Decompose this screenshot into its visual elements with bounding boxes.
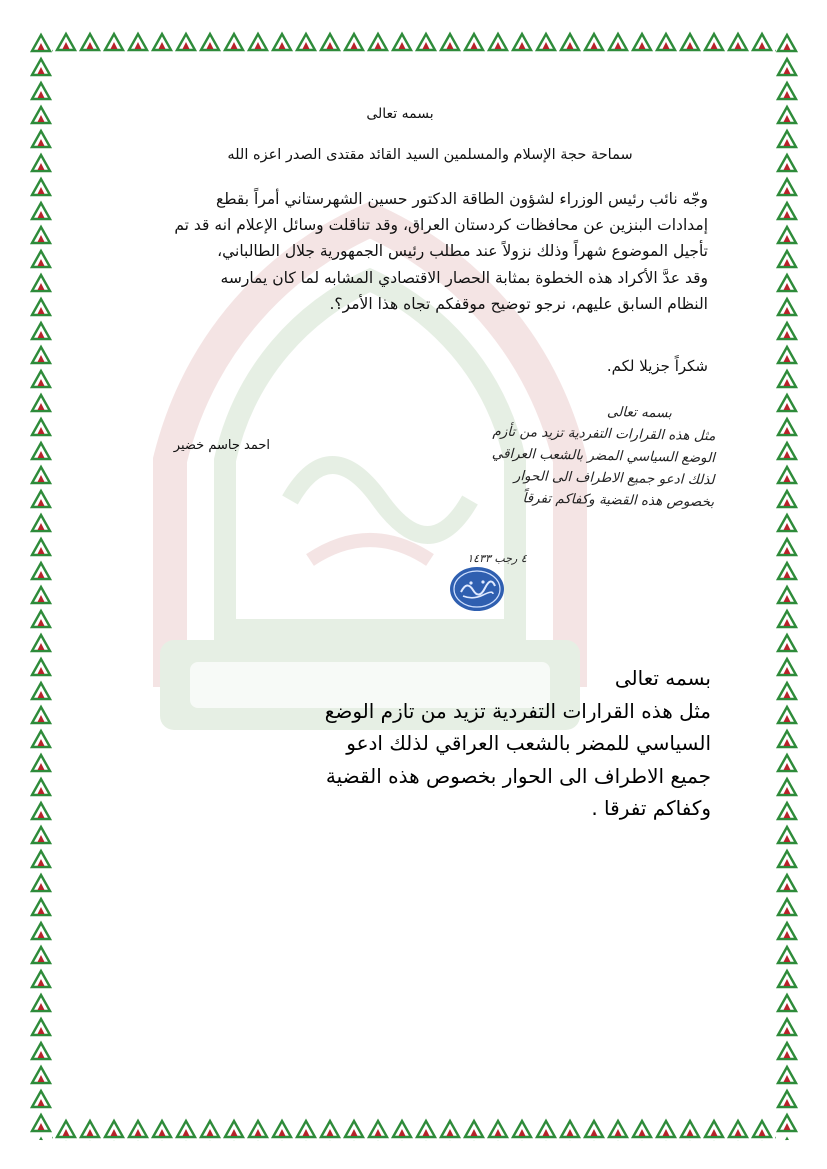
handwritten-line: مثل هذه القرارات التفردية تزيد من تأزم: [492, 423, 716, 445]
letter-body-line: إمدادات البنزين عن محافظات كردستان العراق، وقد تناقلت وسائل الإعلام انه قد تم: [174, 216, 708, 235]
typed-reply-line: مثل هذه القرارات التفردية تزيد من تازم الوضع: [324, 698, 711, 723]
handwritten-line: بخصوص هذه القضية وكفاكم تفرقاً: [522, 490, 715, 511]
letter-signer: احمد جاسم خضير: [173, 438, 270, 453]
border-pattern-icon: [30, 1117, 798, 1141]
border-top: [30, 30, 798, 52]
typed-reply-line: وكفاكم تفرقا .: [591, 796, 711, 820]
border-pattern-icon: [30, 30, 798, 52]
handwritten-line: لذلك ادعو جميع الاطراف الى الحوار: [513, 468, 715, 489]
letter-body-line: تأجيل الموضوع شهراً وذلك نزولاً عند مطلب رئيس الجمهورية جلال الطالباني،: [217, 242, 708, 261]
letter-body: [120, 186, 708, 317]
typed-reply-line: السياسي للمضر بالشعب العراقي لذلك ادعو: [346, 731, 711, 755]
handwritten-date: ٤ رجب ١٤٣٣: [467, 552, 527, 565]
letter-body-line: وجّه نائب رئيس الوزراء لشؤون الطاقة الدكتور حسين الشهرستاني أمراً بقطع: [215, 190, 708, 208]
letter-thanks: شكراً جزيلا لكم.: [606, 357, 708, 375]
typed-reply-line: بسمه تعالى: [614, 666, 711, 690]
border-pattern-icon: [30, 30, 52, 1140]
seal-stamp-icon: [449, 566, 505, 612]
typed-reply: [225, 662, 711, 825]
handwritten-line: الوضع السياسي المضر بالشعب العراقي: [491, 445, 716, 467]
letter-addressee: سماحة حجة الإسلام والمسلمين السيد القائد مقتدى الصدر اعزه الله: [227, 147, 633, 163]
handwritten-reply: [404, 397, 716, 513]
letter-body-line: النظام السابق عليهم، نرجو توضيح موقفكم تجاه هذا الأمر؟.: [329, 294, 708, 313]
border-pattern-icon: [776, 30, 798, 1140]
handwritten-line: بسمه تعالى: [606, 403, 673, 422]
typed-reply-line: جميع الاطراف الى الحوار بخصوص هذه القضية: [325, 763, 711, 788]
letter-heading: بسمه تعالى: [366, 106, 434, 122]
border-bottom: [30, 1117, 798, 1141]
border-left: [30, 30, 52, 1140]
border-right: [776, 30, 798, 1140]
letter-body-line: وقد عدَّ الأكراد هذه الخطوة بمثابة الحصار الاقتصادي المشابه لما كان يمارسه: [220, 268, 708, 287]
